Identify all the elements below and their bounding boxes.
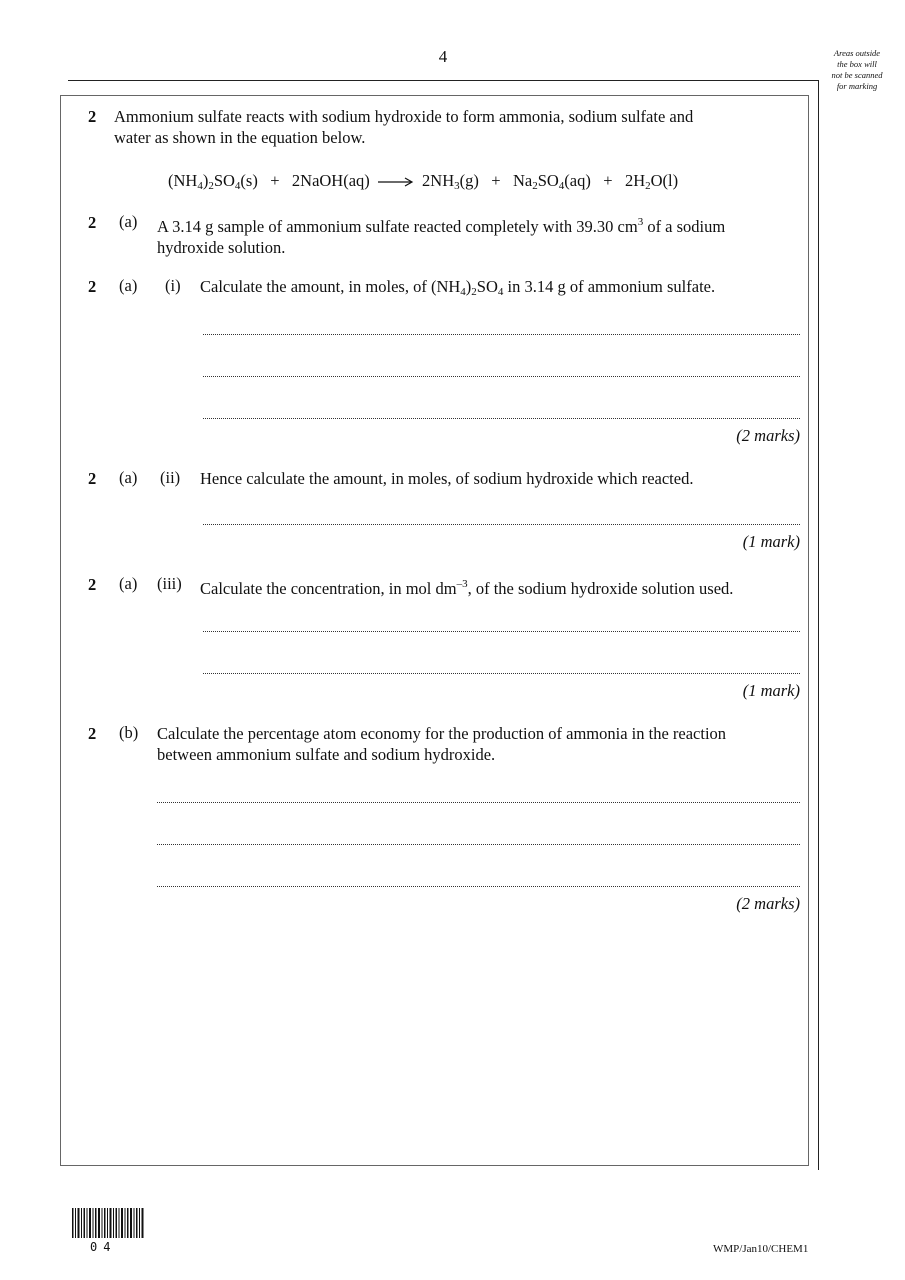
part-b-text: Calculate the percentage atom economy for the production of ammonia in the reaction between ammonium sulfate and sodium hydroxide. xyxy=(157,724,727,764)
footer-code: WMP/Jan10/CHEM1 xyxy=(713,1243,809,1255)
part-label: (a) xyxy=(119,468,138,487)
reactant-1: $(NH_4)_2SO_4(s)$ xyxy=(168,171,258,192)
question-number: 2 xyxy=(88,469,97,488)
marks-label: (2 marks) xyxy=(736,426,800,445)
right-margin-rule xyxy=(818,80,819,1170)
part-a-text: A 3.14 g sample of ammonium sulfate reacted completely with 39.30 $cm^3$ of a sodium hydroxide solution. xyxy=(157,216,726,257)
reactant-2: 2NaOH(aq) xyxy=(291,171,370,190)
answer-line[interactable] xyxy=(203,334,800,335)
subpart-label: (ii) xyxy=(160,468,181,487)
answer-line[interactable] xyxy=(203,418,800,419)
barcode-icon xyxy=(72,1208,144,1238)
chemical-equation xyxy=(168,171,678,192)
marks-label: (1 mark) xyxy=(742,681,800,700)
answer-line[interactable] xyxy=(157,886,800,887)
marks-label: (2 marks) xyxy=(736,894,800,913)
question-number: 2 xyxy=(88,724,97,743)
product-2: $Na_2SO_4(aq)$ xyxy=(512,171,591,192)
margin-note-line: the box will xyxy=(837,59,877,69)
marks-label: (1 mark) xyxy=(742,532,800,551)
barcode-number: 04 xyxy=(90,1240,117,1254)
plus-sign: + xyxy=(603,171,613,190)
part-a-iii-text: Calculate the concentration, in mol $dm^{-3}$, of the sodium hydroxide solution used. xyxy=(200,578,734,598)
product-3: $2H_2O(l)$ xyxy=(624,171,679,192)
intro-line: Ammonium sulfate reacts with sodium hydroxide to form ammonia, sodium sulfate and xyxy=(114,107,694,126)
margin-note-line: not be scanned xyxy=(831,70,883,80)
question-number: 2 xyxy=(88,277,97,296)
subpart-label: (iii) xyxy=(157,574,182,593)
plus-sign: + xyxy=(270,171,280,190)
question-intro xyxy=(114,106,693,148)
part-a-i-text: Calculate the amount, in moles, of $(NH_4)_2SO_4$ in 3.14 g of ammonium sulfate. xyxy=(200,277,716,298)
question-number: 2 xyxy=(88,107,97,126)
margin-note xyxy=(824,48,890,92)
answer-line[interactable] xyxy=(203,376,800,377)
margin-note-line: for marking xyxy=(836,81,878,91)
part-label: (a) xyxy=(119,212,138,231)
part-a-ii-text: Hence calculate the amount, in moles, of sodium hydroxide which reacted. xyxy=(200,469,694,488)
intro-line: water as shown in the equation below. xyxy=(114,128,366,147)
page-number: 4 xyxy=(438,47,448,66)
answer-line[interactable] xyxy=(203,673,800,674)
question-number: 2 xyxy=(88,575,97,594)
margin-note-line: Areas outside xyxy=(833,48,881,58)
reaction-arrow-icon xyxy=(378,177,414,187)
part-label: (a) xyxy=(119,276,138,295)
product-1: $2NH_3(g)$ xyxy=(422,171,479,192)
answer-line[interactable] xyxy=(157,802,800,803)
part-label: (a) xyxy=(119,574,138,593)
plus-sign: + xyxy=(491,171,501,190)
part-label: (b) xyxy=(119,723,139,742)
answer-line[interactable] xyxy=(203,524,800,525)
top-rule xyxy=(68,80,819,81)
answer-line[interactable] xyxy=(203,631,800,632)
answer-line[interactable] xyxy=(157,844,800,845)
subpart-label: (i) xyxy=(165,276,181,295)
question-number: 2 xyxy=(88,213,97,232)
